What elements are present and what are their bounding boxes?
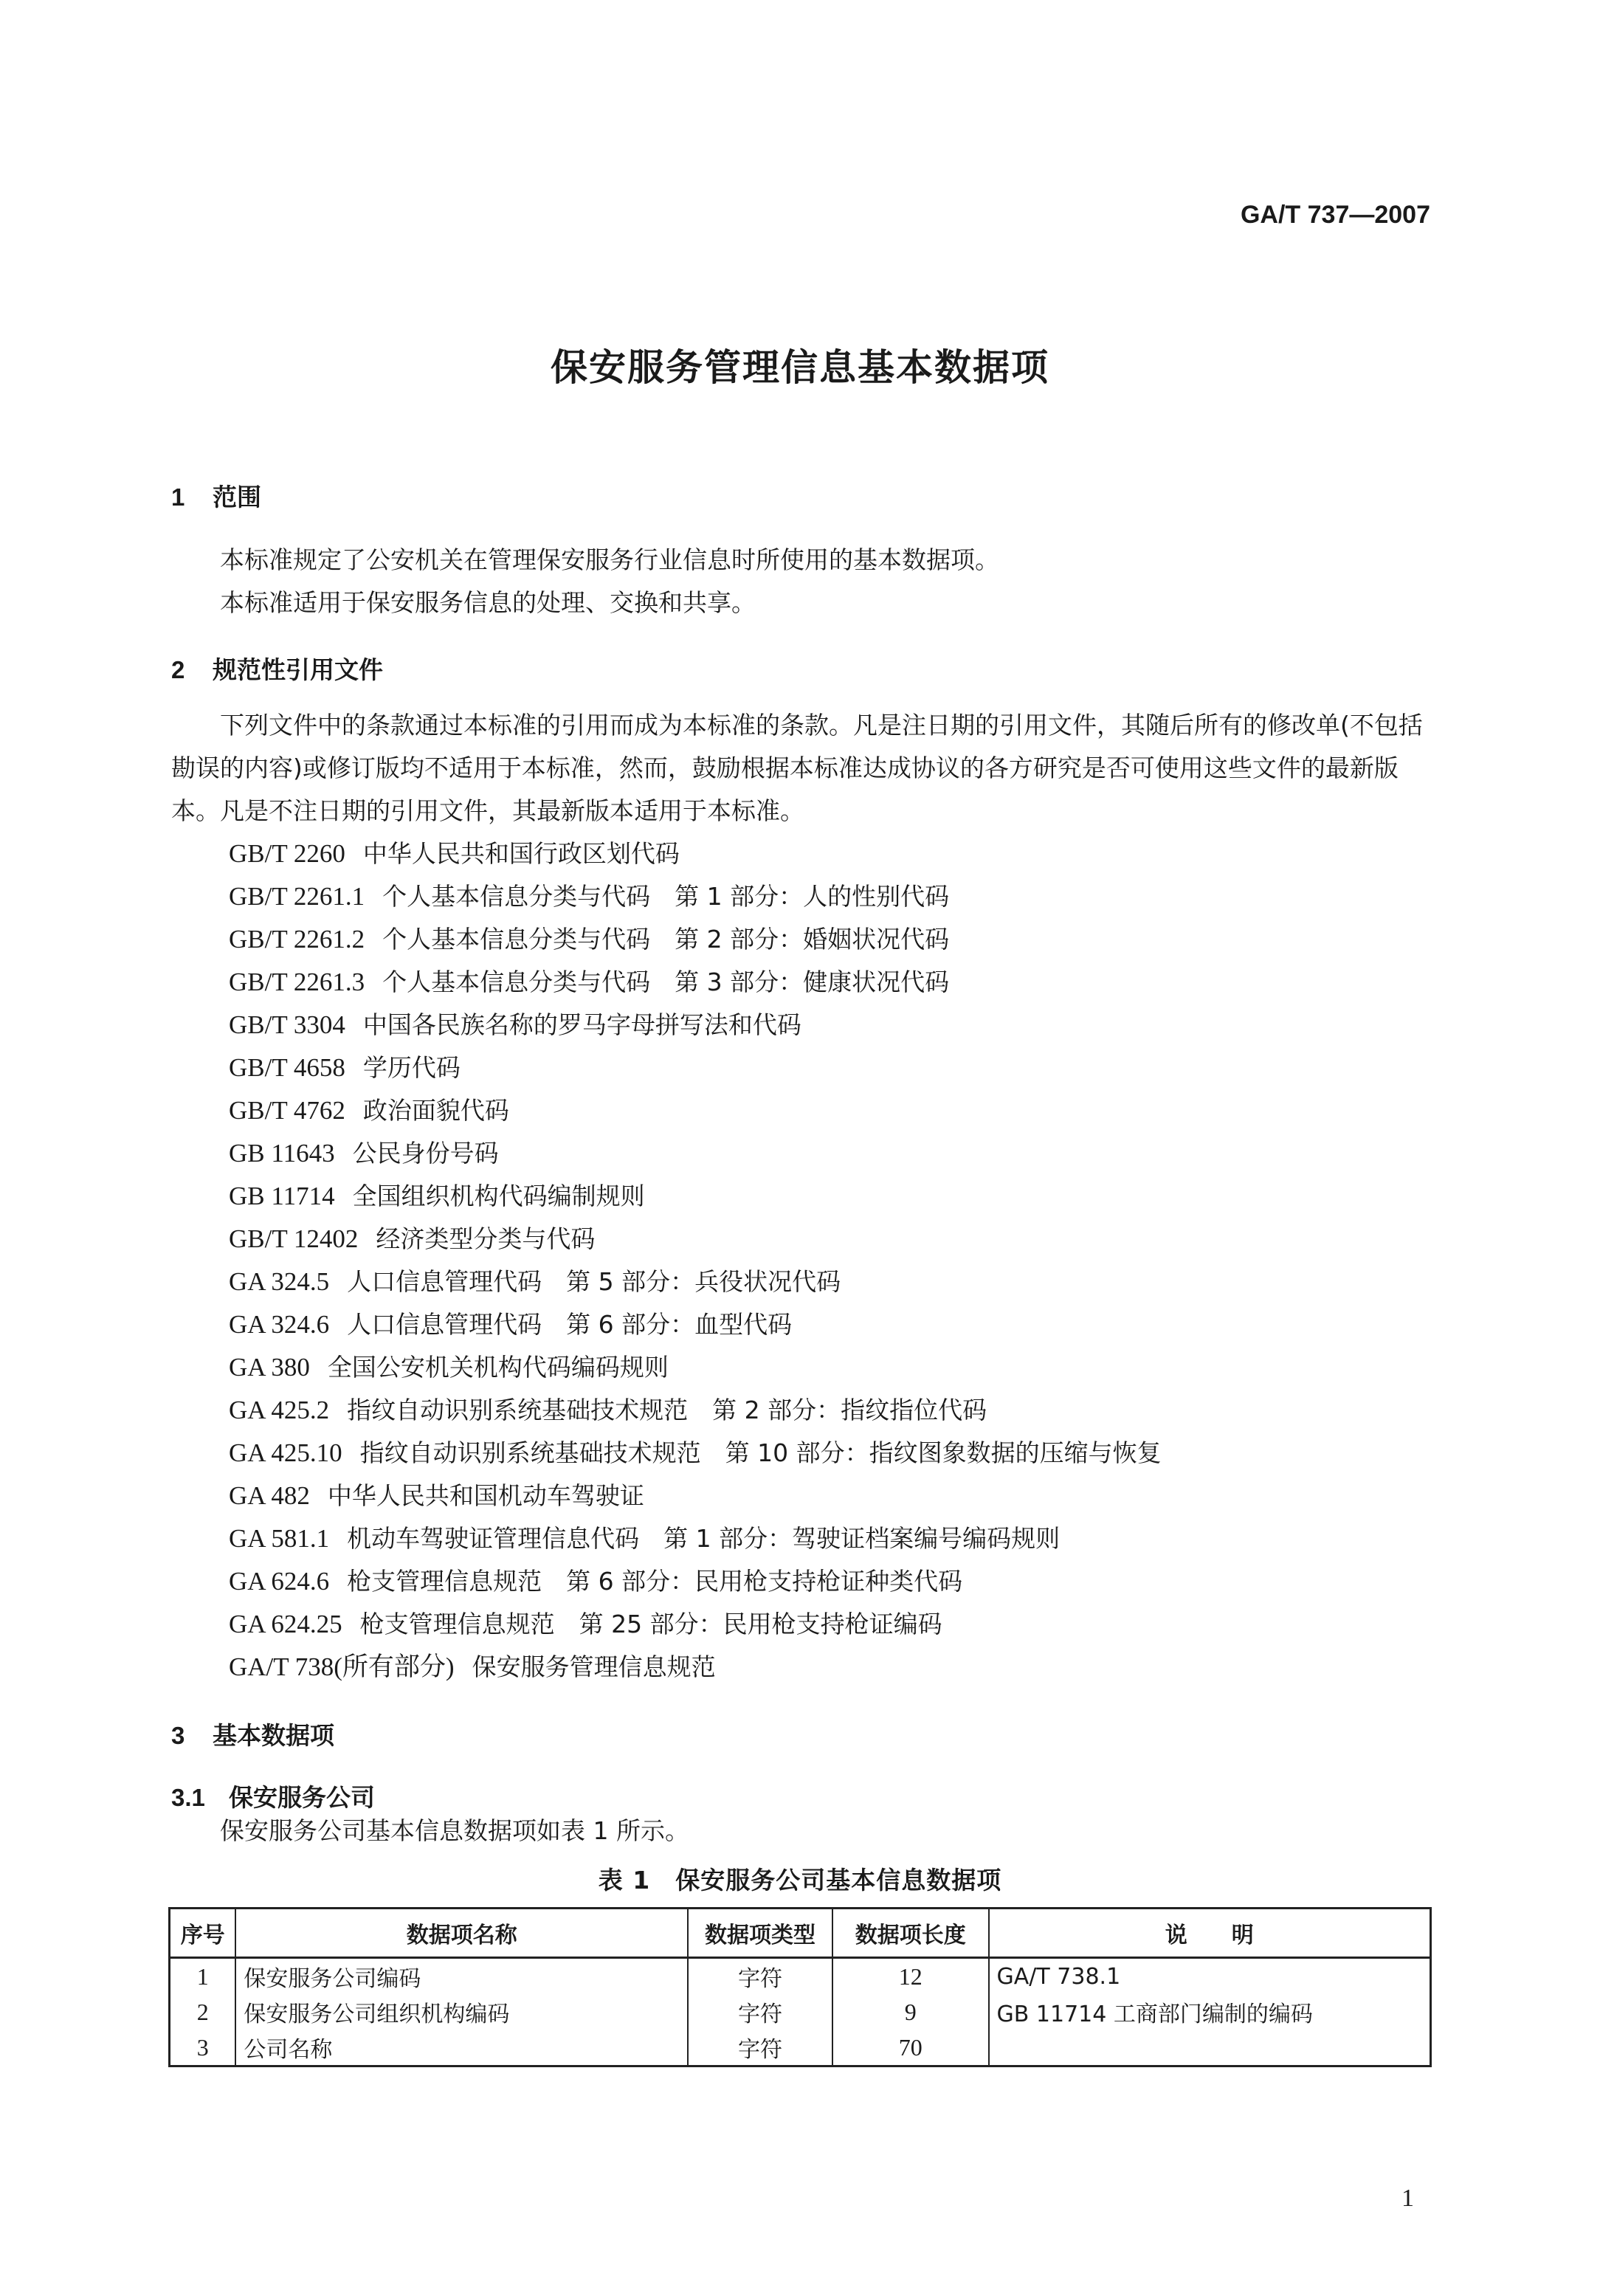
table-cell: GA/T 738.1	[989, 1958, 1431, 1995]
reference-code: GB/T 2261.3	[229, 968, 365, 996]
section-title: 规范性引用文件	[213, 655, 383, 684]
reference-code: GA 425.2	[229, 1396, 330, 1424]
column-header: 序号	[170, 1909, 236, 1958]
section-1-heading	[171, 478, 261, 513]
column-header: 数据项长度	[832, 1909, 989, 1958]
table-cell: 1	[170, 1958, 236, 1995]
column-header: 数据项类型	[688, 1909, 832, 1958]
table-cell: 字符	[688, 1958, 832, 1995]
reference-code: GA 380	[229, 1353, 310, 1382]
reference-item	[229, 1346, 1162, 1389]
reference-title: 指纹自动识别系统基础技术规范 第 10 部分：指纹图象数据的压缩与恢复	[359, 1438, 1162, 1467]
reference-code: GA 581.1	[229, 1524, 330, 1553]
section-1-paragraph: 本标准适用于保安服务信息的处理、交换和共享。	[220, 588, 756, 617]
reference-code: GB/T 4658	[229, 1053, 345, 1082]
reference-title: 指纹自动识别系统基础技术规范 第 2 部分：指纹指位代码	[347, 1396, 987, 1424]
document-title: 保安服务管理信息基本数据项	[551, 346, 1049, 389]
standard-id: GA/T 737—2007	[1240, 201, 1430, 229]
reference-item	[229, 1175, 1162, 1218]
reference-code: GA 324.5	[229, 1267, 330, 1296]
section-2-heading	[171, 651, 383, 686]
section-2-intro: 下列文件中的条款通过本标准的引用而成为本标准的条款。凡是注日期的引用文件，其随后所有的修改单(不包括勘误的内容)或修订版均不适用于本标准，然而，鼓励根据本标准达成协议的各方研究是否可使用这些文件的最新版本。凡是不注日期的引用文件，其最新版本适用于本标准。	[171, 711, 1423, 825]
reference-code: GB/T 4762	[229, 1096, 345, 1125]
reference-title: 个人基本信息分类与代码 第 2 部分：婚姻状况代码	[382, 925, 950, 954]
table-cell: 70	[832, 2030, 989, 2066]
table-cell: 字符	[688, 1994, 832, 2030]
reference-title: 中华人民共和国机动车驾驶证	[327, 1481, 644, 1510]
reference-item	[229, 1303, 1162, 1346]
reference-code: GA 425.10	[229, 1438, 342, 1467]
section-number: 3	[171, 1722, 185, 1749]
reference-item	[229, 1603, 1162, 1646]
reference-list	[229, 832, 1162, 1689]
section-number: 2	[171, 656, 185, 683]
reference-item	[229, 832, 1162, 875]
reference-item	[229, 1132, 1162, 1175]
section-title: 范围	[213, 483, 261, 511]
column-header: 说 明	[989, 1909, 1431, 1958]
subsection-number: 3.1	[171, 1784, 205, 1811]
reference-title: 保安服务管理信息规范	[472, 1652, 716, 1681]
table-row	[170, 1994, 1431, 2030]
reference-title: 公民身份号码	[352, 1139, 499, 1168]
column-header: 数据项名称	[235, 1909, 688, 1958]
reference-code: GA 624.6	[229, 1567, 330, 1596]
reference-code: GA/T 738(所有部分)	[229, 1652, 455, 1681]
reference-code: GB/T 3304	[229, 1010, 345, 1039]
table-cell: 3	[170, 2030, 236, 2066]
table-cell: 公司名称	[235, 2030, 688, 2066]
reference-title: 人口信息管理代码 第 6 部分：血型代码	[347, 1310, 793, 1339]
section-number: 1	[171, 483, 185, 511]
reference-item	[229, 918, 1162, 961]
subsection-title: 保安服务公司	[229, 1783, 375, 1812]
table-row	[170, 1958, 1431, 1995]
reference-code: GB 11714	[229, 1182, 335, 1210]
reference-item	[229, 1089, 1162, 1132]
reference-code: GA 624.25	[229, 1610, 342, 1638]
reference-item	[229, 1517, 1162, 1560]
table-row	[170, 2030, 1431, 2066]
reference-title: 学历代码	[362, 1053, 461, 1082]
reference-item	[229, 1646, 1162, 1689]
table-cell: 保安服务公司组织机构编码	[235, 1994, 688, 2030]
reference-item	[229, 1560, 1162, 1603]
table-cell: 9	[832, 1994, 989, 2030]
reference-title: 个人基本信息分类与代码 第 3 部分：健康状况代码	[382, 968, 950, 996]
reference-code: GB/T 2261.1	[229, 882, 365, 911]
table-caption: 表 1 保安服务公司基本信息数据项	[598, 1866, 1002, 1895]
reference-code: GB/T 2261.2	[229, 925, 365, 954]
section-title: 基本数据项	[213, 1721, 334, 1750]
reference-code: GB/T 2260	[229, 839, 345, 868]
reference-title: 政治面貌代码	[362, 1096, 509, 1125]
reference-item	[229, 1218, 1162, 1261]
reference-title: 中华人民共和国行政区划代码	[362, 839, 680, 868]
table-cell	[989, 2030, 1431, 2066]
reference-code: GA 482	[229, 1481, 310, 1510]
data-table	[168, 1907, 1432, 2067]
reference-item	[229, 1261, 1162, 1303]
reference-title: 全国公安机关机构代码编码规则	[327, 1353, 669, 1382]
section-1-paragraph: 本标准规定了公安机关在管理保安服务行业信息时所使用的基本数据项。	[220, 545, 999, 574]
reference-title: 人口信息管理代码 第 5 部分：兵役状况代码	[347, 1267, 841, 1296]
reference-item	[229, 1389, 1162, 1432]
reference-title: 枪支管理信息规范 第 6 部分：民用枪支持枪证种类代码	[347, 1567, 963, 1596]
table-cell: 字符	[688, 2030, 832, 2066]
reference-item	[229, 1432, 1162, 1475]
reference-title: 个人基本信息分类与代码 第 1 部分：人的性别代码	[382, 882, 950, 911]
reference-item	[229, 875, 1162, 918]
table-cell: 12	[832, 1958, 989, 1995]
reference-title: 枪支管理信息规范 第 25 部分：民用枪支持枪证编码	[359, 1610, 942, 1638]
reference-item	[229, 1004, 1162, 1047]
reference-code: GB/T 12402	[229, 1224, 359, 1253]
reference-code: GA 324.6	[229, 1310, 330, 1339]
reference-code: GB 11643	[229, 1139, 335, 1168]
reference-item	[229, 1047, 1162, 1089]
reference-title: 全国组织机构代码编制规则	[352, 1182, 645, 1210]
table-cell: GB 11714 工商部门编制的编码	[989, 1994, 1431, 2030]
reference-title: 机动车驾驶证管理信息代码 第 1 部分：驾驶证档案编号编码规则	[347, 1524, 1061, 1553]
reference-item	[229, 1475, 1162, 1517]
section-3-1-heading	[171, 1779, 375, 1813]
reference-item	[229, 961, 1162, 1004]
reference-title: 中国各民族名称的罗马字母拼写法和代码	[362, 1010, 801, 1039]
table-cell: 保安服务公司编码	[235, 1958, 688, 1995]
page-number: 1	[1401, 2185, 1414, 2212]
section-3-1-intro: 保安服务公司基本信息数据项如表 1 所示。	[220, 1816, 689, 1845]
table-cell: 2	[170, 1994, 236, 2030]
table-header-row	[170, 1909, 1431, 1958]
reference-title: 经济类型分类与代码	[376, 1224, 596, 1253]
section-3-heading	[171, 1717, 334, 1751]
